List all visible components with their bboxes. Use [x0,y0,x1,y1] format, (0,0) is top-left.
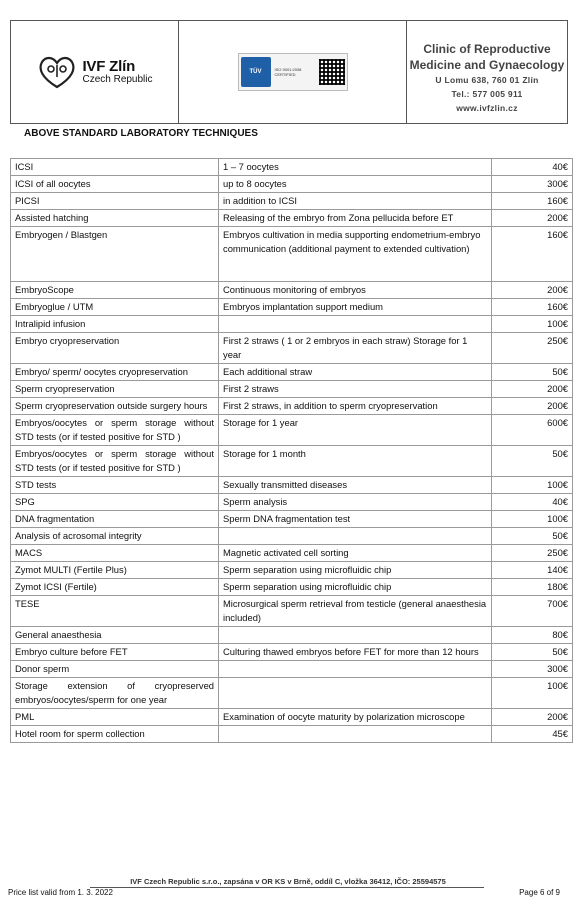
service-cell: ICSI of all oocytes [11,176,219,193]
table-row [11,210,573,227]
price-cell: 50€ [492,364,573,381]
service-cell: Embryoglue / UTM [11,299,219,316]
service-cell: Sperm cryopreservation outside surgery hours [11,398,219,415]
price-cell: 200€ [492,210,573,227]
heart-people-icon [36,51,78,93]
price-cell: 100€ [492,678,573,709]
price-cell: 200€ [492,381,573,398]
clinic-website: www.ivfzlin.cz [456,103,518,113]
service-cell: Embryo culture before FET [11,644,219,661]
clinic-name-line2: Medicine and Gynaecology [409,58,565,72]
description-cell: in addition to ICSI [219,193,492,210]
description-cell: First 2 straws ( 1 or 2 embryos in each straw) Storage for 1 year [219,333,492,364]
table-row [11,227,573,282]
price-cell: 160€ [492,299,573,316]
price-cell: 160€ [492,193,573,210]
description-cell: First 2 straws [219,381,492,398]
service-cell: Assisted hatching [11,210,219,227]
description-cell: Culturing thawed embryos before FET for more than 12 hours [219,644,492,661]
table-row [11,596,573,627]
cert-certified: CERTIFIED [274,72,296,77]
description-cell: Storage for 1 year [219,415,492,446]
price-list-validity: Price list valid from 1. 3. 2022 [8,888,113,897]
table-row [11,176,573,193]
table-row [11,477,573,494]
service-cell: DNA fragmentation [11,511,219,528]
service-cell: SPG [11,494,219,511]
price-cell: 200€ [492,398,573,415]
price-cell: 40€ [492,159,573,176]
description-cell: Continuous monitoring of embryos [219,282,492,299]
table-row [11,644,573,661]
service-cell: PML [11,709,219,726]
service-cell: MACS [11,545,219,562]
description-cell: Embryos implantation support medium [219,299,492,316]
table-row [11,398,573,415]
table-row [11,678,573,709]
table-row [11,446,573,477]
description-cell: Sperm DNA fragmentation test [219,511,492,528]
description-cell [219,678,492,709]
price-cell: 45€ [492,726,573,743]
service-cell: General anaesthesia [11,627,219,644]
price-table-body [11,159,573,743]
service-cell: Zymot MULTI (Fertile Plus) [11,562,219,579]
price-cell: 50€ [492,644,573,661]
price-cell: 700€ [492,596,573,627]
clinic-info-cell [407,21,567,123]
table-row [11,316,573,333]
description-cell [219,528,492,545]
table-row [11,299,573,316]
clinic-phone: Tel.: 577 005 911 [451,89,523,99]
footer-divider [90,887,484,888]
table-row [11,545,573,562]
qr-code-icon [319,59,345,85]
price-cell: 140€ [492,562,573,579]
table-row [11,562,573,579]
table-row [11,415,573,446]
price-cell: 250€ [492,545,573,562]
description-cell: Sperm separation using microfluidic chip [219,579,492,596]
price-cell: 50€ [492,446,573,477]
price-cell: 250€ [492,333,573,364]
tuv-certified-icon [241,57,271,87]
service-cell: Analysis of acrosomal integrity [11,528,219,545]
certification-cell [179,21,407,123]
table-row [11,282,573,299]
description-cell: Microsurgical sperm retrieval from testicle (general anaesthesia included) [219,596,492,627]
price-cell: 160€ [492,227,573,282]
description-cell: Examination of oocyte maturity by polarization microscope [219,709,492,726]
description-cell: Each additional straw [219,364,492,381]
service-cell: Sperm cryopreservation [11,381,219,398]
service-cell: Donor sperm [11,661,219,678]
price-cell: 80€ [492,627,573,644]
table-row [11,193,573,210]
service-cell: Embryo cryopreservation [11,333,219,364]
price-cell: 200€ [492,709,573,726]
price-cell: 100€ [492,477,573,494]
table-row [11,159,573,176]
price-cell: 40€ [492,494,573,511]
table-row [11,726,573,743]
table-row [11,381,573,398]
service-cell: Hotel room for sperm collection [11,726,219,743]
service-cell: Storage extension of cryopreserved embryos/oocytes/sperm for one year [11,678,219,709]
section-title: ABOVE STANDARD LABORATORY TECHNIQUES [24,128,258,139]
service-cell: Zymot ICSI (Fertile) [11,579,219,596]
description-cell [219,726,492,743]
service-cell: ICSI [11,159,219,176]
price-cell: 600€ [492,415,573,446]
price-cell: 200€ [492,282,573,299]
description-cell: First 2 straws, in addition to sperm cryopreservation [219,398,492,415]
service-cell: Embryo/ sperm/ oocytes cryopreservation [11,364,219,381]
iso-certificate-badge [238,53,348,91]
table-row [11,364,573,381]
service-cell: PICSI [11,193,219,210]
table-row [11,627,573,644]
description-cell: Magnetic activated cell sorting [219,545,492,562]
price-table [10,158,573,743]
footer-company-info: IVF Czech Republic s.r.o., zapsána v OR KS v Brně, oddíl C, vložka 36412, IČO: 25594575 [130,877,446,886]
table-row [11,661,573,678]
description-cell: Embryos cultivation in media supporting endometrium-embryo communication (additional payment to extended cultivation) [219,227,492,282]
description-cell: Sperm separation using microfluidic chip [219,562,492,579]
cert-caption: ISO 9001:2008 [274,67,302,72]
table-row [11,579,573,596]
table-row [11,511,573,528]
description-cell: Sexually transmitted diseases [219,477,492,494]
description-cell: Storage for 1 month [219,446,492,477]
table-row [11,709,573,726]
description-cell [219,627,492,644]
price-cell: 100€ [492,316,573,333]
price-cell: 100€ [492,511,573,528]
cert-badge-text: TÜV [249,69,262,75]
description-cell [219,661,492,678]
price-cell: 300€ [492,661,573,678]
service-cell: STD tests [11,477,219,494]
service-cell: EmbryoScope [11,282,219,299]
clinic-name-line1: Clinic of Reproductive [423,42,551,56]
service-cell: Embryogen / Blastgen [11,227,219,282]
page-number: Page 6 of 9 [519,888,560,897]
description-cell [219,316,492,333]
table-row [11,528,573,545]
price-cell: 50€ [492,528,573,545]
price-cell: 180€ [492,579,573,596]
service-cell: Embryos/oocytes or sperm storage without STD tests (or if tested positive for STD ) [11,415,219,446]
price-cell: 300€ [492,176,573,193]
service-cell: Embryos/oocytes or sperm storage without STD tests (or if tested positive for STD ) [11,446,219,477]
description-cell: Sperm analysis [219,494,492,511]
clinic-address: U Lomu 638, 760 01 Zlín [435,75,539,85]
logo-title: IVF Zlín [82,57,136,75]
service-cell: TESE [11,596,219,627]
description-cell: up to 8 oocytes [219,176,492,193]
logo-subtitle: Czech Republic [82,73,153,85]
table-row [11,333,573,364]
description-cell: Releasing of the embryo from Zona pellucida before ET [219,210,492,227]
table-row [11,494,573,511]
description-cell: 1 – 7 oocytes [219,159,492,176]
service-cell: Intralipid infusion [11,316,219,333]
page-header [10,20,568,124]
logo-cell [11,21,179,123]
ivf-zlin-logo [36,51,152,93]
